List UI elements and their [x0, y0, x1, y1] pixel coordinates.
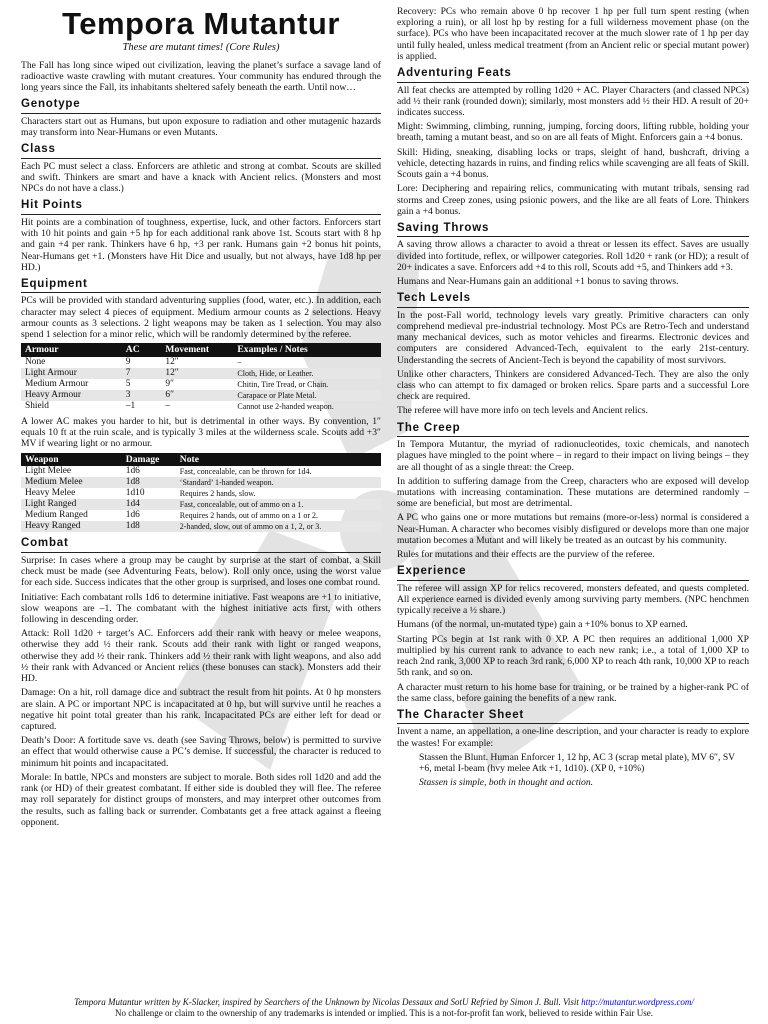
hit-points-text: Hit points are a combination of toughness, expertise, luck, and other factors. Enforcers start with 10 hit points and gain +5 hp for each additional rank above 1st. Scouts start with 8 hp and gain +4 per rank. Thinkers have 6 hp, +3 per rank. Humans gain +2 bonus hit points, Near-Humans get +1. (Monsters have Hit Dice and usually, but not always, have 1d8 hp per HD.): [21, 216, 381, 273]
tech-text-3: The referee will have more info on tech levels and Ancient relics.: [397, 405, 648, 417]
note-col-header: Note: [176, 453, 381, 466]
example-description: Stassen is simple, both in thought and action.: [419, 777, 594, 789]
genotype-heading: Genotype: [21, 98, 381, 113]
damage-text: Damage: On a hit, roll damage dice and subtract the result from hit points. At 0 hp monsters are slain. A PC or important NPC is incapacitated at 0 hp, but will survive until he reaches a negative hit point total greater than his rank. Incapacitated PCs are either left for dead or captured.: [21, 687, 381, 732]
table-row: None 9 12″ –: [25, 356, 242, 367]
skill-text: Skill: Hiding, sneaking, disabling locks or traps, sleight of hand, bushcraft, driving a vehicle, detecting hazards in ruins, and finding relics while scavenging are all feats of Skill. Scouts gain a +4 bonus.: [397, 146, 749, 181]
right-column: [397, 6, 749, 792]
creep-text-4: Rules for mutations and their effects are the purview of the referee.: [397, 549, 655, 561]
weapon-col-header: Weapon: [21, 453, 122, 466]
table-row: Light Armour 7 12″ Cloth, Hide, or Leather.: [21, 368, 381, 379]
might-text: Might: Swimming, climbing, running, jumping, forcing doors, lifting rubble, holding your breath, taming a mutant beast, and so on are all feats of Might. Enforcers gain a +4 bonus.: [397, 121, 749, 144]
tech-heading: Tech Levels: [397, 292, 749, 307]
footer-credits: Tempora Mutantur written by K-Slacker, inspired by Searchers of the Unknown by Nicolas Dessaux and SotU Refried by Simon J. Bull. Visit http://mutantur.wordpress.com/: [74, 997, 694, 1007]
table-row: Medium Melee 1d8 ‘Standard’ 1-handed weapon.: [21, 477, 381, 488]
attack-text: Attack: Roll 1d20 + target’s AC. Enforcers add their rank with heavy or melee weapons, otherwise they add ½ their rank. Scouts add their rank with light or ranged weapons, otherwise they add ½ their rank. Thinkers add ½ their rank with light weapons, and also add ½ their rank with Advanced or Ancient relics (these bonuses can stack). Monsters add their HD.: [21, 628, 381, 685]
genotype-text: Characters start out as Humans, but upon exposure to radiation and other mutagenic hazards may transform into Near-Humans or even Mutants.: [21, 115, 381, 139]
armour-table: [21, 343, 381, 412]
equipment-heading: Equipment: [21, 278, 381, 293]
table-row: Medium Ranged 1d6 Requires 2 hands, out of ammo on a 1 or 2.: [25, 510, 318, 521]
experience-text-2: Humans (of the normal, un-mutated type) gain a +10% bonus to XP earned.: [397, 619, 688, 631]
class-text: Each PC must select a class. Enforcers are athletic and strong at combat. Scouts are skilled and swift. Thinkers are smart and have a knack with Ancient relics. (Monsters and most NPCs do not have a class.): [21, 160, 381, 195]
blog-link[interactable]: http://mutantur.wordpress.com/: [581, 997, 694, 1007]
creep-text-2: In addition to suffering damage from the Creep, characters who are exposed will develop mutations with increasing contamination. These mutations are determined randomly – some are beneficial, but most are detrimental.: [397, 475, 749, 510]
character-example: [397, 752, 749, 789]
page-title: Tempora Mutantur: [62, 6, 340, 41]
table-row: Light Melee 1d6 Fast, concealable, can be thrown for 1d4.: [25, 465, 312, 476]
footer-disclaimer: No challenge or claim to the ownership of any trademarks is intended or implied. This is a not-for-profit fan work, believed to reside within Fair Use.: [114, 1008, 653, 1019]
feats-text: All feat checks are attempted by rolling 1d20 + AC. Player Characters (and classed NPCs) add ½ their rank (rounded down); similarly, most monsters add ½ their HD. A result of 20+ indicates success.: [397, 84, 749, 118]
ac-text: A lower AC makes you harder to hit, but is detrimental in other ways. By convention, 1″ equals 10 ft at the ruin scale, and is typically 3 miles at the wilderness scale. Scouts add +3″ MV if wearing light or no armour.: [21, 416, 381, 450]
intro-text: The Fall has long since wiped out civilization, leaving the planet’s surface a savage land of radioactive waste crawling with mutant creatures. Your community has endured through the long years since the Fall, its inhabitants sheltered safely beneath the earth. Until now…: [21, 59, 381, 94]
experience-text: The referee will assign XP for relics recovered, monsters defeated, and quests completed. All experience earned is divided evenly among surviving party members. (NPC henchmen typically receive a ½ share.): [397, 582, 749, 617]
feats-heading: Adventuring Feats: [397, 67, 749, 82]
equipment-text: PCs will be provided with standard adventuring supplies (food, water, etc.). In addition, each character may select 4 pieces of equipment. Medium armour counts as 2 selections. Heavy armour counts as 3 selections. 2 light weapons may be taken as 1 selection. You may also spend 1 selection for a minor relic, which will be randomly determined by the referee.: [21, 295, 381, 341]
saves-text: A saving throw allows a character to avoid a threat or lessen its effect. Saves are usually divided into fortitude, reflex, or willpower categories. Roll 1d20 + rank (or HD); a result of 20+ indicates a save. Enforcers add +4 to this roll, Scouts add +5, and Thinkers add +3.: [397, 239, 749, 273]
armour-col-header: Armour: [21, 343, 122, 356]
initiative-text: Initiative: Each combatant rolls 1d6 to determine initiative. Fast weapons are +1 to initiative, slow weapons are –1. The combatant with the highest initiative acts first, with others following in descending order.: [21, 591, 381, 626]
example-stats: Stassen the Blunt. Human Enforcer 1, 12 hp, AC 3 (scrap metal plate), MV 6″, SV +6, metal I-beam (hvy melee Atk +1, 1d10). (XP 0, +10%): [419, 751, 735, 775]
saves-heading: Saving Throws: [397, 222, 749, 237]
deaths-door-text: Death’s Door: A fortitude save vs. death (see Saving Throws, below) is permitted to survive an effect that would otherwise cause a PC’s demise. If successful, the character is reduced to minimum hit points and incapacitated.: [21, 735, 381, 769]
table-row: Heavy Melee 1d10 Requires 2 hands, slow.: [25, 488, 256, 499]
experience-text-4: A character must return to his home base for training, or be trained by a higher-rank PC of the same class, before gaining the benefits of a new rank.: [397, 681, 749, 704]
table-row: Light Ranged 1d4 Fast, concealable, out of ammo on a 1.: [21, 499, 381, 510]
combat-heading: Combat: [21, 537, 381, 552]
notes-col-header: Examples / Notes: [233, 343, 381, 356]
morale-text: Morale: In battle, NPCs and monsters are subject to morale. Both sides roll 1d20 and add the rank (or HD) of their greatest combatant. If either side is doubled they will flee. The referee may roll separately for distinct groups of monsters, and may interpret other outcomes from the results, such as falling back or surrender. Combatants get a free attack against a fleeing opponent.: [21, 771, 381, 828]
damage-col-header: Damage: [122, 453, 176, 466]
creep-heading: The Creep: [397, 422, 749, 437]
hit-points-heading: Hit Points: [21, 199, 381, 214]
table-row: Heavy Ranged 1d8 2-handed, slow, out of ammo on a 1, 2, or 3.: [21, 521, 381, 532]
table-row: Heavy Armour 3 6″ Carapace or Plate Metal.: [21, 390, 381, 401]
movement-col-header: Movement: [161, 343, 233, 356]
experience-heading: Experience: [397, 565, 749, 580]
left-column: [21, 6, 381, 831]
table-row: Shield –1 – Cannot use 2-handed weapon.: [25, 400, 334, 411]
experience-text-3: Starting PCs begin at 1st rank with 0 XP. A PC then requires an additional 1,000 XP multiplied by his current rank to advance to each new rank; i.e., a total of 1,000 XP to reach 2nd rank, 3,000 XP to reach 3rd rank, 6,000 XP to reach 4th rank, 10,000 XP to reach 5th rank, and so on.: [397, 633, 749, 679]
ac-col-header: AC: [122, 343, 162, 356]
class-heading: Class: [21, 143, 381, 158]
weapon-table: [21, 453, 381, 533]
lore-text: Lore: Deciphering and repairing relics, communicating with mutant tribals, sensing rad storms and Creep zones, using psionic powers, and the like are all feats of Lore. Thinkers gain a +4 bonus.: [397, 183, 749, 217]
page-subtitle: These are mutant times! (Core Rules): [122, 41, 280, 53]
surprise-text: Surprise: In cases where a group may be caught by surprise at the start of combat, a Skill check must be made (see Adventuring Feats, below). Roll only once, using the worst value for each side. Success indicates that the other group is surprised, and loses one combat round.: [21, 554, 381, 589]
recovery-text: Recovery: PCs who remain above 0 hp recover 1 hp per full turn spent resting (when exploring a ruin), or all lost hp by resting for a full wilderness movement phase (on the surface). PCs who have been incapacitated recover at the much slower rate of 1 hp per day until fully healed, unless medical treatment (from an Ancient relic or special mutant power) is applied.: [397, 6, 749, 62]
character-sheet-heading: The Character Sheet: [397, 709, 749, 724]
page-footer: [0, 997, 768, 1020]
tech-text-2: Unlike other characters, Thinkers are considered Advanced-Tech. They are also the only class who can attempt to fix damaged or broken relics. Spare parts and a successful Lore check are required.: [397, 368, 749, 403]
character-sheet-text: Invent a name, an appellation, a one-line description, and your character is ready to explore the wastes! For example:: [397, 726, 749, 749]
saves-text-2: Humans and Near-Humans gain an additional +1 bonus to saving throws.: [397, 276, 679, 288]
tech-text: In the post-Fall world, technology levels vary greatly. Primitive characters can only comprehend medieval pre-industrial technology. Most PCs are Retro-Tech and understand many mechanical devices, such as motor vehicles and firearms. Electronic devices and computers are considered Advanced-Tech, equivalent to the early 21st-century. Understanding the secrets of Ancient-Tech is beyond the capability of most survivors.: [397, 309, 749, 366]
table-row: Medium Armour 5 9″ Chitin, Tire Tread, or Chain.: [25, 378, 329, 389]
creep-text-3: A PC who gains one or more mutations but remains (more-or-less) normal is considered a Near-Human. A character who becomes visibly disfigured or develops more than one major mutation becomes a Mutant and will likely be treated as an outcast by his community.: [397, 512, 749, 546]
creep-text: In Tempora Mutantur, the myriad of radionucleotides, toxic chemicals, and nanotech plagues have mingled to the point where – in regard to their impact on living beings – they are all thought of as a single threat: the Creep.: [397, 439, 749, 473]
